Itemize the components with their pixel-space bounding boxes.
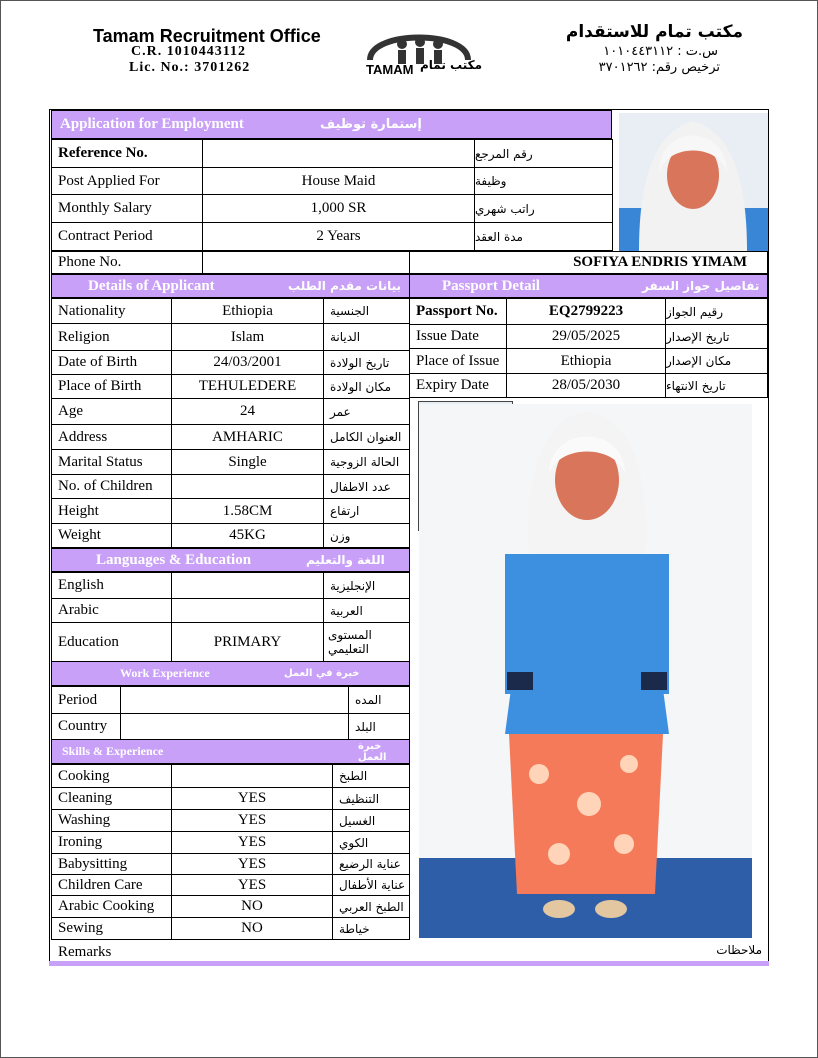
- application-row-label-ar: رقم المرجع: [474, 139, 613, 168]
- applicant-row-label-ar: الحالة الزوجية: [323, 449, 410, 475]
- license-number-ar: ترخيص رقم: ٣٧٠١٢٦٢: [598, 60, 720, 75]
- application-row-label: Contract Period: [51, 222, 203, 251]
- applicant-row-label-ar: عمر: [323, 398, 410, 425]
- applicant-row-label: Nationality: [51, 298, 172, 324]
- skill-row-value: YES: [171, 787, 333, 810]
- skill-row-label-ar: الطبخ العربي: [332, 895, 410, 918]
- application-band: [51, 110, 612, 139]
- passport-band: [409, 274, 768, 298]
- work-title-ar: خبرة في العمل: [284, 668, 360, 679]
- passport-row-label-ar: تاريخ الإصدار: [665, 324, 768, 349]
- passport-row-label: Issue Date: [409, 324, 507, 349]
- passport-row-value: 28/05/2030: [506, 373, 666, 398]
- applicant-row-label: Height: [51, 498, 172, 524]
- skill-row-value: [171, 764, 333, 788]
- skill-row-value: NO: [171, 895, 333, 918]
- skill-row-value: NO: [171, 917, 333, 940]
- license-number-en: Lic. No.: 3701262: [129, 60, 251, 75]
- remarks-bottom-band: [49, 961, 769, 966]
- applicant-title-en: Details of Applicant: [88, 277, 215, 294]
- work-band: [51, 661, 410, 686]
- office-name-ar: مكتب تمام للاستقدام: [565, 22, 743, 42]
- applicant-row-label-ar: عدد الاطفال: [323, 474, 410, 499]
- passport-title-en: Passport Detail: [442, 277, 540, 294]
- skill-row-label: Cooking: [51, 764, 172, 788]
- skill-row-label: Babysitting: [51, 853, 172, 875]
- applicant-row-label-ar: ارتفاع: [323, 498, 410, 524]
- skill-row-value: YES: [171, 809, 333, 832]
- logo-text-ar: مكتب تمام: [420, 58, 483, 72]
- office-name-en: Tamam Recruitment Office: [93, 26, 321, 46]
- passport-row-label: Place of Issue: [409, 348, 507, 374]
- tamam-logo: [362, 20, 487, 80]
- application-row-value: House Maid: [202, 167, 475, 195]
- applicant-row-value: Islam: [171, 323, 324, 351]
- work-row-label: Period: [51, 686, 121, 714]
- applicant-row-label: Place of Birth: [51, 374, 172, 399]
- applicant-row-value: Ethiopia: [171, 298, 324, 324]
- skill-row-label: Children Care: [51, 874, 172, 896]
- applicant-row-value: 24: [171, 398, 324, 425]
- applicant-row-label: No. of Children: [51, 474, 172, 499]
- passport-row-label-ar: مكان الإصدار: [665, 348, 768, 374]
- language-row-label-ar: الإنجليزية: [323, 572, 410, 599]
- education-label-ar-line1: المستوى: [328, 628, 372, 642]
- skills-title-en: Skills & Experience: [62, 744, 164, 758]
- applicant-row-label-ar: الديانة: [323, 323, 410, 351]
- passport-row-label: Expiry Date: [409, 373, 507, 398]
- language-row-label-ar: العربية: [323, 598, 410, 623]
- application-row-label-ar: وظيفة: [474, 167, 613, 195]
- applicant-row-label-ar: تاريخ الولادة: [323, 350, 410, 375]
- passport-row-label-ar: تاريخ الانتهاء: [665, 373, 768, 398]
- application-title-en: Application for Employment: [60, 116, 244, 132]
- skill-row-label-ar: عناية الرضيع: [332, 853, 410, 875]
- passport-row-value: 29/05/2025: [506, 324, 666, 349]
- passport-title-ar: تفاصيل جواز السفر: [642, 279, 760, 293]
- education-label-ar-line2: التعليمي: [328, 642, 369, 656]
- applicant-row-value: 45KG: [171, 523, 324, 548]
- language-row-label: English: [51, 572, 172, 599]
- skill-row-label-ar: عناية الأطفال: [332, 874, 410, 896]
- work-row-label: Country: [51, 713, 121, 740]
- application-row-label-ar: مدة العقد: [474, 222, 613, 251]
- applicant-row-label: Date of Birth: [51, 350, 172, 375]
- applicant-title-ar: بيانات مقدم الطلب: [288, 279, 402, 293]
- skill-row-label-ar: الكوي: [332, 831, 410, 854]
- remarks-label: Remarks: [58, 944, 112, 960]
- skill-row-value: YES: [171, 831, 333, 854]
- skill-row-label-ar: الطبخ: [332, 764, 410, 788]
- phone-label: Phone No.: [51, 251, 203, 274]
- skill-row-label: Arabic Cooking: [51, 895, 172, 918]
- passport-row-value: Ethiopia: [506, 348, 666, 374]
- applicant-row-value: 24/03/2001: [171, 350, 324, 375]
- skill-row-label-ar: خياطة: [332, 917, 410, 940]
- applicant-row-value: AMHARIC: [171, 424, 324, 450]
- passport-row-label: Passport No.: [409, 298, 507, 325]
- applicant-row-label: Address: [51, 424, 172, 450]
- applicant-row-value: TEHULEDERE: [171, 374, 324, 399]
- application-row-label-ar: راتب شهري: [474, 194, 613, 223]
- application-row-value: 1,000 SR: [202, 194, 475, 223]
- language-row-label: Arabic: [51, 598, 172, 623]
- applicant-row-value: Single: [171, 449, 324, 475]
- applicant-row-label-ar: العنوان الكامل: [323, 424, 410, 450]
- education-value: PRIMARY: [171, 622, 324, 662]
- applicant-row-label: Marital Status: [51, 449, 172, 475]
- passport-row-value: EQ2799223: [506, 298, 666, 325]
- passport-row-label-ar: رقيم الجواز: [665, 298, 768, 325]
- languages-band: [51, 548, 410, 572]
- applicant-row-value: [171, 474, 324, 499]
- applicant-band: [51, 274, 410, 298]
- work-row-label-ar: المده: [348, 686, 410, 714]
- applicant-row-label-ar: وزن: [323, 523, 410, 548]
- cr-number-ar: س.ت : ١٠١٠٤٤٣١١٢: [603, 44, 718, 59]
- applicant-row-label: Religion: [51, 323, 172, 351]
- skill-row-label: Ironing: [51, 831, 172, 854]
- remarks-label-ar: ملاحظات: [716, 943, 762, 957]
- work-row-value: [120, 686, 349, 714]
- application-row-value: [202, 139, 475, 168]
- application-row-label: Monthly Salary: [51, 194, 203, 223]
- work-row-label-ar: البلد: [348, 713, 410, 740]
- phone-value: [202, 251, 410, 274]
- applicant-portrait-photo: [619, 113, 768, 251]
- application-row-label: Post Applied For: [51, 167, 203, 195]
- education-label-ar: [323, 622, 410, 662]
- applicant-full-body-photo: [419, 404, 752, 938]
- skill-row-label: Cleaning: [51, 787, 172, 810]
- language-row-value: [171, 598, 324, 623]
- work-row-value: [120, 713, 349, 740]
- applicant-row-label: Weight: [51, 523, 172, 548]
- skill-row-label-ar: التنظيف: [332, 787, 410, 810]
- application-row-label: Reference No.: [51, 139, 203, 168]
- skills-band: [51, 739, 410, 764]
- skill-row-value: YES: [171, 853, 333, 875]
- application-row-value: 2 Years: [202, 222, 475, 251]
- applicant-row-value: 1.58CM: [171, 498, 324, 524]
- applicant-row-label-ar: مكان الولادة: [323, 374, 410, 399]
- languages-title-en: Languages & Education: [96, 551, 252, 568]
- cr-number-en: C.R. 1010443112: [131, 44, 246, 59]
- application-title-ar: إستمارة توظيف: [320, 117, 422, 132]
- applicant-row-label: Age: [51, 398, 172, 425]
- skill-row-label: Sewing: [51, 917, 172, 940]
- language-row-value: [171, 572, 324, 599]
- applicant-row-label-ar: الجنسية: [323, 298, 410, 324]
- skill-row-value: YES: [171, 874, 333, 896]
- skill-row-label-ar: الغسيل: [332, 809, 410, 832]
- logo-text-en: TAMAM: [366, 62, 414, 77]
- education-label: Education: [51, 622, 172, 662]
- languages-title-ar: اللغة والتعليم: [306, 553, 385, 567]
- skills-title-ar: خبرة العمل: [358, 740, 387, 763]
- skill-row-label: Washing: [51, 809, 172, 832]
- work-title-en: Work Experience: [120, 666, 210, 680]
- applicant-full-name: SOFIYA ENDRIS YIMAM: [409, 251, 768, 274]
